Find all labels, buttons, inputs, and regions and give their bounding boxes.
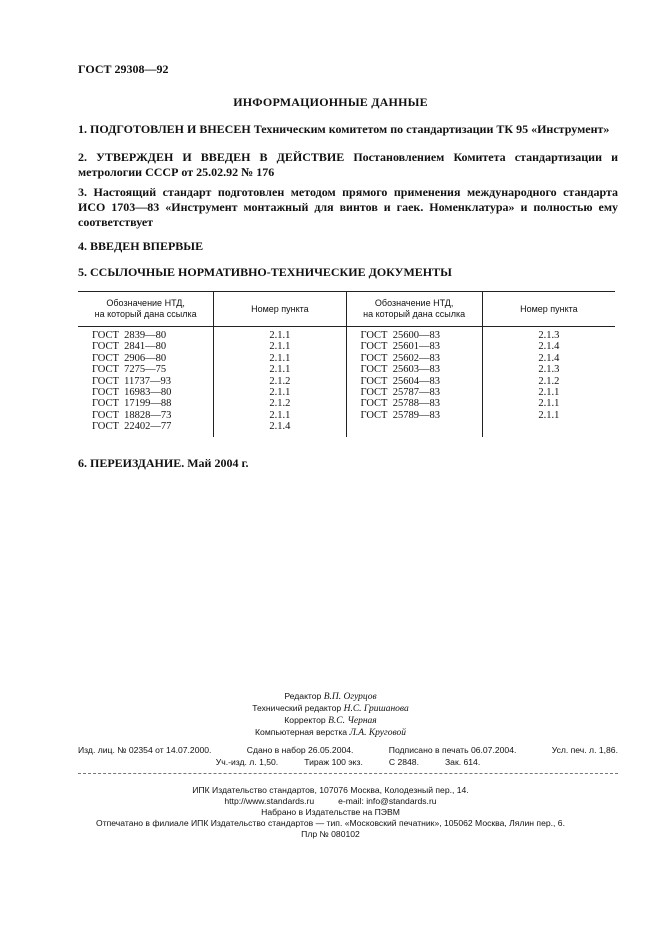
ntd-clause: 2.1.4: [538, 341, 560, 353]
imprint-order: Зак. 614.: [444, 757, 481, 767]
info-item-3: [78, 185, 618, 230]
ntd-designation: ГОСТ 25603—83: [360, 364, 440, 376]
publisher-license: Плр № 080102: [301, 829, 360, 839]
imprint-pub-sheets: Уч.-изд. л. 1,50.: [215, 757, 279, 767]
publisher-printed: Отпечатано в филиале ИПК Издательство стандартов — тип. «Московский печатник», 105062 Москва, Лялин пер., 6.: [96, 818, 565, 828]
info-item-lead: 1. ПОДГОТОВЛЕН И ВНЕСЕН: [78, 122, 251, 136]
imprint-license: Изд. лиц. № 02354 от 14.07.2000.: [78, 745, 212, 755]
ntd-clause: 2.1.1: [269, 364, 291, 376]
ntd-designation: ГОСТ 17199—88: [92, 398, 172, 410]
credit-label: Компьютерная верстка: [255, 727, 348, 737]
imprint-row-2: [78, 756, 618, 768]
header-line: Обозначение НТД,: [106, 298, 185, 308]
right-designations: [349, 327, 480, 425]
ntd-clause: 2.1.3: [538, 330, 560, 341]
imprint-row-1: [78, 744, 618, 756]
header-clause: Номер пункта: [214, 292, 346, 327]
header-designation: [78, 292, 214, 327]
header-designation: [346, 292, 482, 327]
credit-name: В.П. Огурцов: [323, 692, 377, 702]
credit-name: В.С. Черная: [328, 716, 377, 726]
credit-corrector: [0, 715, 661, 727]
ntd-clause: 2.1.2: [269, 398, 291, 410]
ntd-clause: 2.1.1: [538, 387, 560, 399]
info-item-6: [78, 456, 618, 471]
ntd-designation: ГОСТ 25788—83: [360, 398, 440, 410]
ntd-clause: 2.1.2: [538, 375, 560, 387]
ntd-designation: ГОСТ 25787—83: [360, 387, 440, 399]
credits-block: [0, 691, 661, 739]
ntd-designation: ГОСТ 2839—80: [92, 330, 167, 341]
info-item-text: Настоящий стандарт подготовлен методом прямого применения международного стандарта ИСО 1703—83 «Инструмент монтажный для винтов и гаек. Номенклатура» и полностью ему соответствует: [78, 185, 619, 229]
right-clauses-cell: [482, 327, 615, 437]
ntd-clause: 2.1.1: [269, 330, 291, 341]
ntd-designation: ГОСТ 25602—83: [360, 352, 440, 364]
imprint-c: С 2848.: [388, 757, 419, 767]
ntd-clause: 2.1.4: [538, 352, 560, 364]
ntd-clause: 2.1.2: [269, 375, 291, 387]
ntd-designation: ГОСТ 22402—77: [92, 421, 172, 433]
divider: [78, 773, 618, 774]
info-item-lead: 6. ПЕРЕИЗДАНИЕ.: [78, 456, 185, 470]
imprint-signed: Подписано в печать 06.07.2004.: [388, 745, 517, 755]
right-designations-cell: [346, 327, 482, 437]
ntd-designation: ГОСТ 25604—83: [360, 375, 440, 387]
publisher-block: [0, 785, 661, 840]
credit-label: Корректор: [284, 715, 326, 725]
info-item-lead: 5. ССЫЛОЧНЫЕ НОРМАТИВНО-ТЕХНИЧЕСКИЕ ДОКУМЕНТЫ: [78, 265, 452, 279]
header-line: на который дана ссылка: [94, 309, 197, 319]
imprint-print-sheets: Усл. печ. л. 1,86.: [551, 745, 618, 755]
header-line: на который дана ссылка: [363, 309, 466, 319]
imprint-run: Тираж 100 экз.: [304, 757, 363, 767]
credit-layout: [0, 727, 661, 739]
credit-editor: [0, 691, 661, 703]
ntd-designation: ГОСТ 25600—83: [360, 330, 440, 341]
header-line: Обозначение НТД,: [374, 298, 454, 308]
left-clauses: [216, 327, 343, 437]
publisher-web: http://www.standards.ru e-mail: info@standards.ru: [224, 796, 437, 806]
header-clause: Номер пункта: [482, 292, 615, 327]
ntd-designation: ГОСТ 16983—80: [92, 387, 172, 399]
reference-documents-table: [78, 291, 615, 437]
info-item-4: [78, 239, 618, 254]
credit-tech-editor: [0, 703, 661, 715]
ntd-clause: 2.1.1: [538, 409, 560, 421]
credit-name: Н.С. Гришанова: [343, 704, 409, 714]
ntd-designation: ГОСТ 2841—80: [92, 341, 167, 353]
info-item-lead: 3.: [78, 185, 87, 199]
credit-label: Технический редактор: [252, 703, 342, 713]
ntd-clause: 2.1.4: [269, 421, 291, 433]
credit-name: Л.А. Круговой: [349, 728, 406, 738]
ntd-clause: 2.1.1: [269, 352, 291, 364]
ntd-clause: 2.1.1: [538, 398, 560, 410]
left-designations-cell: [78, 327, 214, 437]
ntd-designation: ГОСТ 18828—73: [92, 409, 172, 421]
ntd-clause: 2.1.1: [269, 341, 291, 353]
info-item-text: Постановлением Комитета стандартизации и метрологии СССР от 25.02.92 № 176: [78, 150, 619, 179]
info-item-lead: 2. УТВЕРЖДЕН И ВВЕДЕН В ДЕЙСТВИЕ: [78, 150, 345, 164]
ntd-clause: 2.1.1: [269, 409, 291, 421]
left-clauses-cell: [214, 327, 346, 437]
right-clauses: [485, 327, 613, 425]
document-id: ГОСТ 29308—92: [78, 62, 169, 76]
ntd-designation: ГОСТ 11737—93: [92, 375, 172, 387]
info-item-text: Май 2004 г.: [187, 456, 249, 470]
info-title: ИНФОРМАЦИОННЫЕ ДАННЫЕ: [233, 95, 428, 109]
publisher-address: ИПК Издательство стандартов, 107076 Москва, Колодезный пер., 14.: [192, 785, 469, 795]
ntd-designation: ГОСТ 7275—75: [92, 364, 167, 376]
info-item-lead: 4. ВВЕДЕН ВПЕРВЫЕ: [78, 239, 204, 253]
credit-label: Редактор: [284, 691, 322, 701]
ntd-designation: ГОСТ 25601—83: [360, 341, 440, 353]
ntd-designation: ГОСТ 2906—80: [92, 352, 167, 364]
imprint-sent: Сдано в набор 26.05.2004.: [246, 745, 354, 755]
info-item-1: [78, 122, 618, 137]
ntd-clause: 2.1.3: [538, 364, 560, 376]
imprint-block: [78, 744, 618, 768]
left-designations: [80, 327, 211, 437]
ntd-designation: ГОСТ 25789—83: [360, 409, 440, 421]
info-item-2: [78, 150, 618, 180]
info-item-text: Техническим комитетом по стандартизации ТК 95 «Инструмент»: [253, 122, 610, 136]
ntd-clause: 2.1.1: [269, 387, 291, 399]
info-item-5: [78, 265, 618, 280]
publisher-typeset: Набрано в Издательстве на ПЭВМ: [261, 807, 400, 817]
